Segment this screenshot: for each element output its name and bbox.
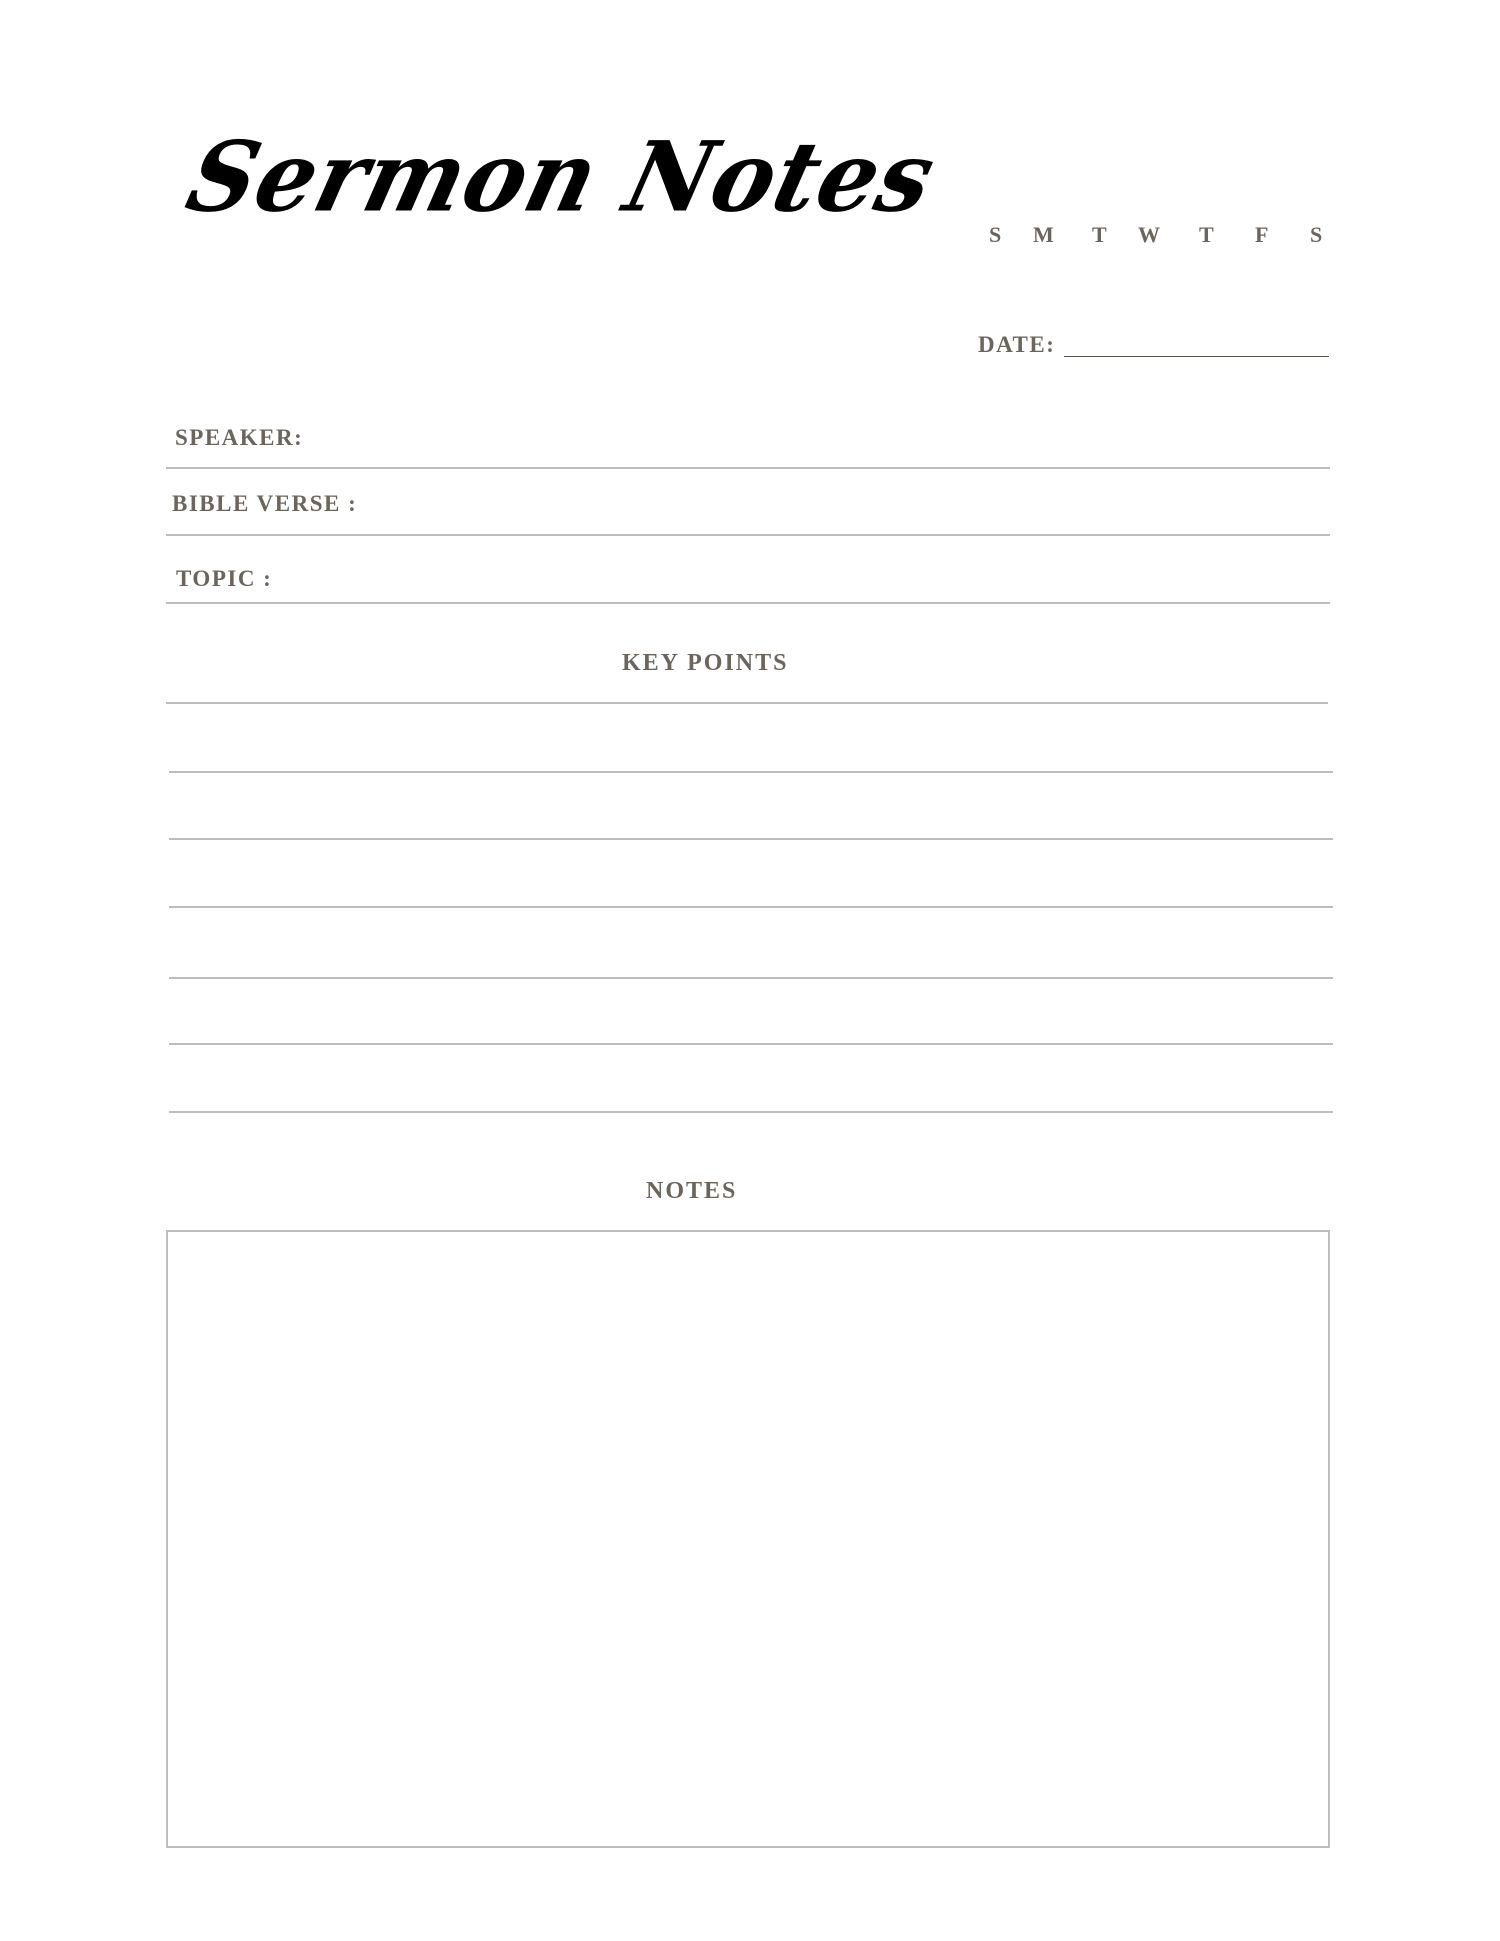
key-points-line[interactable] xyxy=(166,702,1328,704)
key-points-heading: KEY POINTS xyxy=(622,650,789,676)
key-points-line[interactable] xyxy=(169,1111,1333,1113)
topic-field[interactable] xyxy=(166,602,1330,604)
key-points-line[interactable] xyxy=(169,771,1333,773)
speaker-field[interactable] xyxy=(166,467,1330,469)
weekday-thursday[interactable]: T xyxy=(1199,222,1214,247)
page-title: Sermon Notes xyxy=(176,120,947,234)
key-points-line[interactable] xyxy=(169,838,1333,840)
bible-verse-label: BIBLE VERSE : xyxy=(172,491,358,516)
notes-heading: NOTES xyxy=(646,1178,738,1204)
date-field[interactable] xyxy=(1064,356,1329,357)
key-points-line[interactable] xyxy=(169,906,1333,908)
date-label: DATE: xyxy=(978,332,1056,357)
speaker-label: SPEAKER: xyxy=(175,425,304,450)
bible-verse-field[interactable] xyxy=(166,534,1330,536)
weekday-selector xyxy=(985,222,1330,252)
weekday-friday[interactable]: F xyxy=(1255,222,1269,247)
key-points-line[interactable] xyxy=(169,977,1333,979)
topic-label: TOPIC : xyxy=(176,566,273,591)
weekday-sunday[interactable]: S xyxy=(989,222,1002,247)
weekday-saturday[interactable]: S xyxy=(1310,222,1323,247)
notes-area[interactable] xyxy=(166,1230,1330,1848)
key-points-line[interactable] xyxy=(169,1043,1333,1045)
weekday-monday[interactable]: M xyxy=(1033,222,1054,247)
weekday-tuesday[interactable]: T xyxy=(1092,222,1107,247)
weekday-wednesday[interactable]: W xyxy=(1138,222,1160,247)
